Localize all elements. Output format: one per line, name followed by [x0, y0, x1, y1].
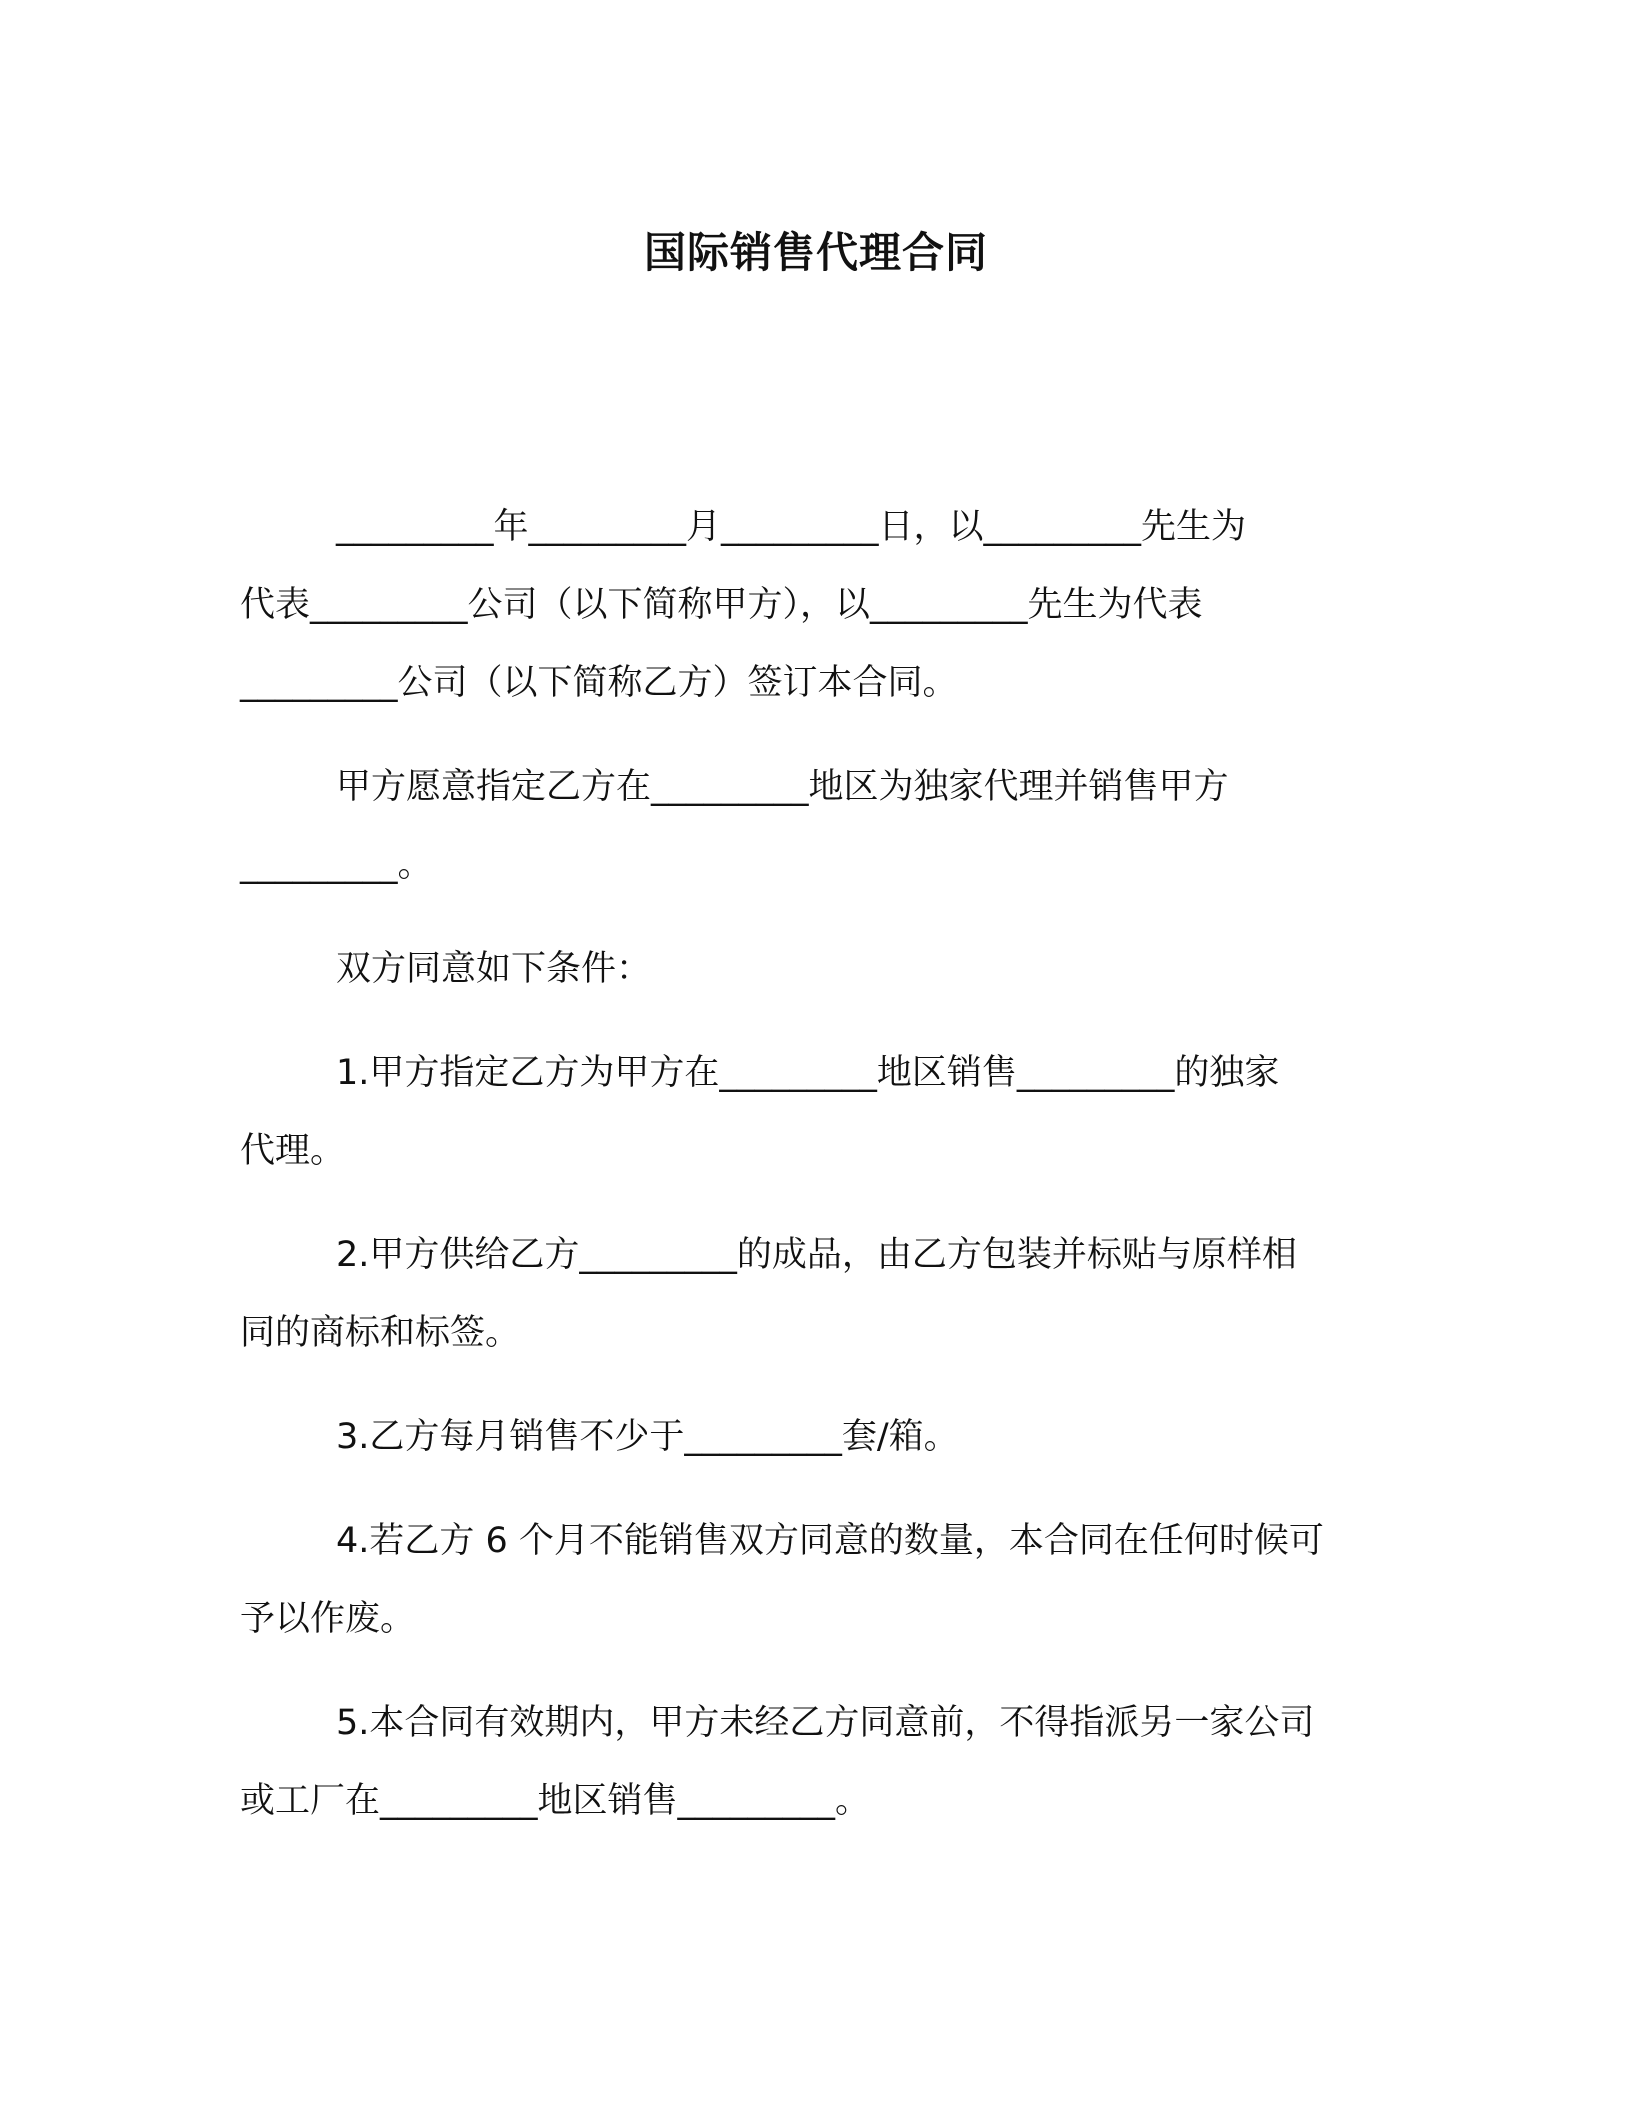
text-line: 1.甲方指定乙方为甲方在_________地区销售_________的独家 — [336, 1053, 1280, 1093]
clause-4 — [240, 1502, 1392, 1658]
text-line: 或工厂在_________地区销售_________。 — [240, 1781, 871, 1821]
text-line: 予以作废。 — [240, 1599, 416, 1639]
clause-5 — [240, 1684, 1392, 1840]
text-line: 4.若乙方 6 个月不能销售双方同意的数量，本合同在任何时候可 — [336, 1521, 1324, 1561]
clause-2 — [240, 1216, 1392, 1372]
text-line: 代表_________公司（以下简称甲方），以_________先生为代表 — [240, 585, 1203, 625]
text-line: 同的商标和标签。 — [240, 1313, 521, 1353]
text-line: _________公司（以下简称乙方）签订本合同。 — [240, 663, 958, 703]
text-line: 5.本合同有效期内，甲方未经乙方同意前，不得指派另一家公司 — [336, 1703, 1315, 1743]
text-line: 甲方愿意指定乙方在_________地区为独家代理并销售甲方 — [336, 767, 1229, 807]
paragraph-conditions-intro — [240, 930, 1392, 1008]
paragraph-parties — [240, 488, 1392, 722]
text-line: 代理。 — [240, 1131, 346, 1171]
text-line: 2.甲方供给乙方_________的成品，由乙方包装并标贴与原样相 — [336, 1235, 1297, 1275]
clause-1 — [240, 1034, 1392, 1190]
document-title: 国际销售代理合同 — [643, 228, 988, 277]
text-line: 3.乙方每月销售不少于_________套/箱。 — [336, 1417, 959, 1457]
paragraph-appointment — [240, 748, 1392, 904]
text-line: _________年_________月_________日，以_________先生为 — [336, 507, 1247, 547]
text-line: 双方同意如下条件： — [336, 949, 652, 989]
document-body — [240, 488, 1392, 1866]
text-line: _________。 — [240, 845, 433, 885]
clause-3 — [240, 1398, 1392, 1476]
